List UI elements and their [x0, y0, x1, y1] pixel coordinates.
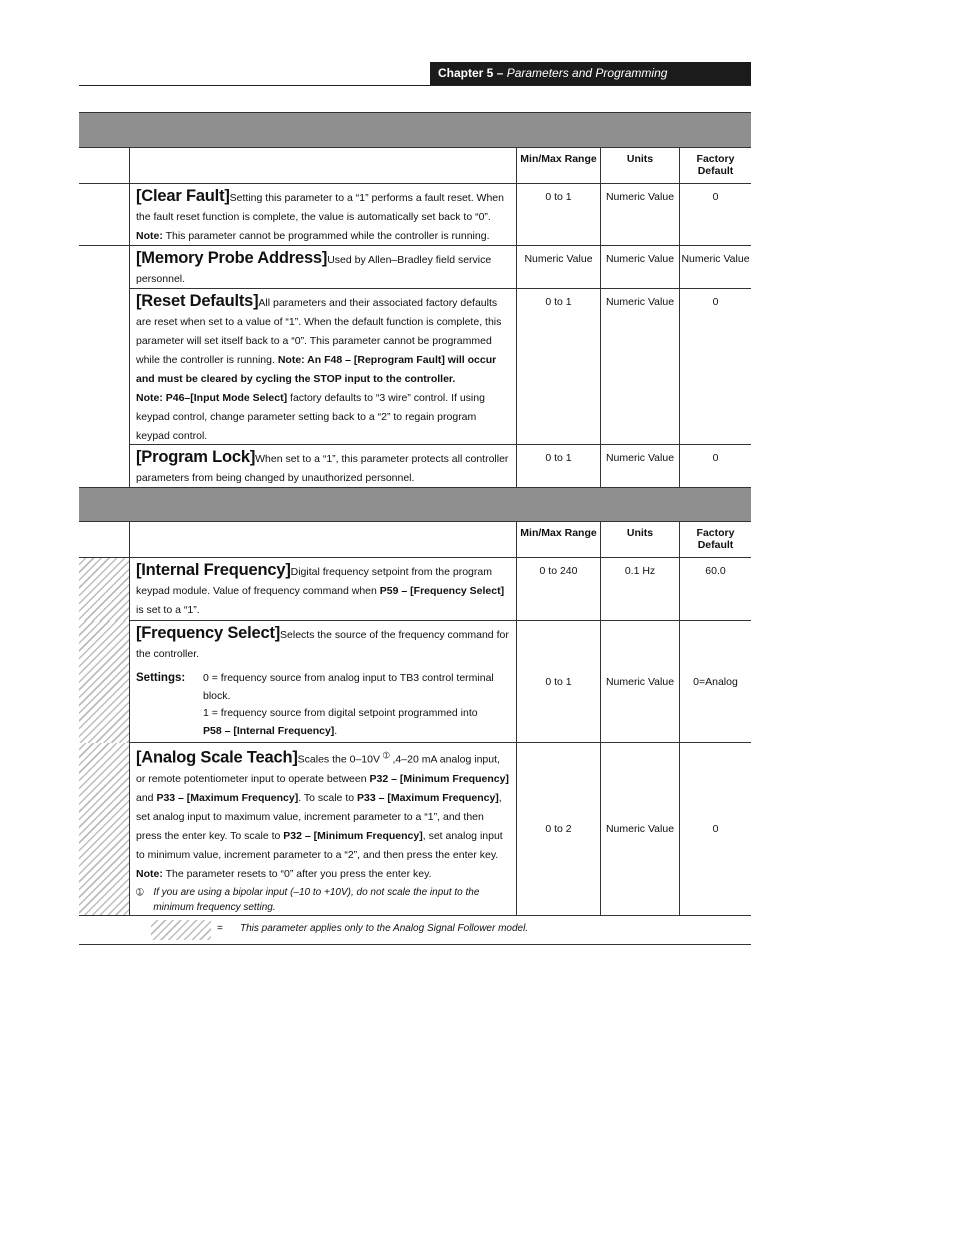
footnote-text: If you are using a bipolar input (–10 to +10V), do not scale the input to the minimum frequency setting.	[153, 886, 480, 913]
table-row	[79, 445, 751, 487]
param-name: [Reset Defaults]	[136, 292, 259, 310]
param-range: 0 to 1	[516, 445, 600, 487]
table-row	[79, 184, 751, 246]
table-row	[79, 289, 751, 445]
param-range: Numeric Value	[516, 246, 600, 289]
param-range: 0 to 2	[516, 743, 600, 916]
param-description: [Program Lock]When set to a “1”, this parameter protects all controller parameters from being changed by unauthorized personnel.	[129, 445, 516, 487]
param-name: [Analog Scale Teach]	[136, 748, 298, 767]
footnote-ref: ➀	[382, 751, 390, 760]
param-name: [Internal Frequency]	[136, 561, 291, 579]
settings-label: Settings:	[136, 672, 186, 684]
footnote-mark: ➀	[136, 886, 144, 897]
param-name: [Clear Fault]	[136, 187, 230, 205]
setting-item: 1 = frequency source from digital setpoint programmed into P58 – [Internal Frequency].	[203, 707, 478, 737]
header-rule	[79, 85, 751, 86]
column-header-row-1	[79, 147, 751, 184]
param-units: Numeric Value	[600, 184, 679, 246]
chapter-number: Chapter 5 –	[438, 66, 504, 80]
footnote	[136, 885, 509, 915]
table-row	[79, 246, 751, 289]
param-description: [Analog Scale Teach]Scales the 0–10V $^➀$ ,4–20 mA analog input, or remote potentiometer input to operate between P32 – [Minimum Frequency] and P33 – [Maximum Frequency]. To scale to P33 – [Maximum Frequency], set analog input to maximum value, increment parameter to a “1”, and then press the enter key. To scale to P32 – [Minimum Frequency], set analog input to minimum value, increment parameter to a “2”, and then press the enter key. Note: The parameter resets to “0” after you press the enter key. ➀ If you are using a bipolar input (–10 to +10V), do not scale the input to the minimum frequency setting.	[129, 743, 516, 916]
default-header: Factory Default	[679, 147, 751, 184]
param-units: Numeric Value	[600, 743, 679, 916]
table-row	[79, 621, 751, 743]
asf-hatch-marker	[79, 558, 129, 621]
param-range: 0 to 1	[516, 621, 600, 743]
legend	[79, 916, 751, 945]
asf-hatch-marker	[79, 621, 129, 743]
section-band-1	[79, 112, 751, 148]
param-range: 0 to 240	[516, 558, 600, 621]
param-units: Numeric Value	[600, 289, 679, 445]
param-range: 0 to 1	[516, 184, 600, 246]
units-header: Units	[600, 147, 679, 184]
range-header: Min/Max Range	[516, 147, 600, 184]
param-default: 0	[679, 445, 751, 487]
setting-item: 0 = frequency source from analog input to TB3 control terminal block.	[203, 672, 494, 702]
param-default: Numeric Value	[679, 246, 751, 289]
legend-equals: =	[217, 923, 223, 934]
param-name: [Program Lock]	[136, 448, 256, 466]
param-default: 0=Analog	[679, 621, 751, 743]
param-name: [Frequency Select]	[136, 624, 281, 642]
param-default: 0	[679, 184, 751, 246]
param-default: 60.0	[679, 558, 751, 621]
units-header: Units	[600, 521, 679, 558]
legend-text: This parameter applies only to the Analog Signal Follower model.	[240, 923, 529, 934]
param-description: [Reset Defaults]All parameters and their associated factory defaults are reset when set to a value of “1”. When the default function is complete, this parameter will set itself back to a “0”. This parameter cannot be programmed while the controller is running. Note: An F48 – [Reprogram Fault] will occur and must be cleared by cycling the STOP input to the controller. Note: P46–[Input Mode Select] factory defaults to “3 wire” control. If using keypad control, change parameter setting back to a “2” to regain program keypad control.	[129, 289, 516, 445]
section-band-2	[79, 487, 751, 522]
param-description: [Internal Frequency]Digital frequency setpoint from the program keypad module. Value of frequency command when P59 – [Frequency Select] is set to a “1”.	[129, 558, 516, 621]
param-description: [Memory Probe Address]Used by Allen–Bradley field service personnel.	[129, 246, 516, 289]
settings-list	[136, 670, 509, 740]
param-default: 0	[679, 289, 751, 445]
param-description: [Clear Fault]Setting this parameter to a “1” performs a fault reset. When the fault reset function is complete, the value is automatically set back to “0”. Note: This parameter cannot be programmed while the controller is running.	[129, 184, 516, 246]
asf-hatch-marker	[79, 743, 129, 916]
param-units: Numeric Value	[600, 621, 679, 743]
hatch-swatch-icon	[151, 920, 211, 940]
table-row	[79, 743, 751, 916]
param-units: 0.1 Hz	[600, 558, 679, 621]
param-range: 0 to 1	[516, 289, 600, 445]
param-units: Numeric Value	[600, 246, 679, 289]
default-header: Factory Default	[679, 521, 751, 558]
column-header-row-2	[79, 521, 751, 558]
chapter-title: Parameters and Programming	[506, 66, 668, 80]
range-header: Min/Max Range	[516, 521, 600, 558]
param-units: Numeric Value	[600, 445, 679, 487]
param-default: 0	[679, 743, 751, 916]
param-description: [Frequency Select]Selects the source of the frequency command for the controller. Settings: 0 = frequency source from analog input to TB3 control terminal block. 1 = frequency source from digital setpoint programmed into P58 – [Internal Frequency].	[129, 621, 516, 743]
table-row	[79, 558, 751, 621]
param-name: [Memory Probe Address]	[136, 249, 328, 267]
chapter-header	[430, 62, 751, 85]
